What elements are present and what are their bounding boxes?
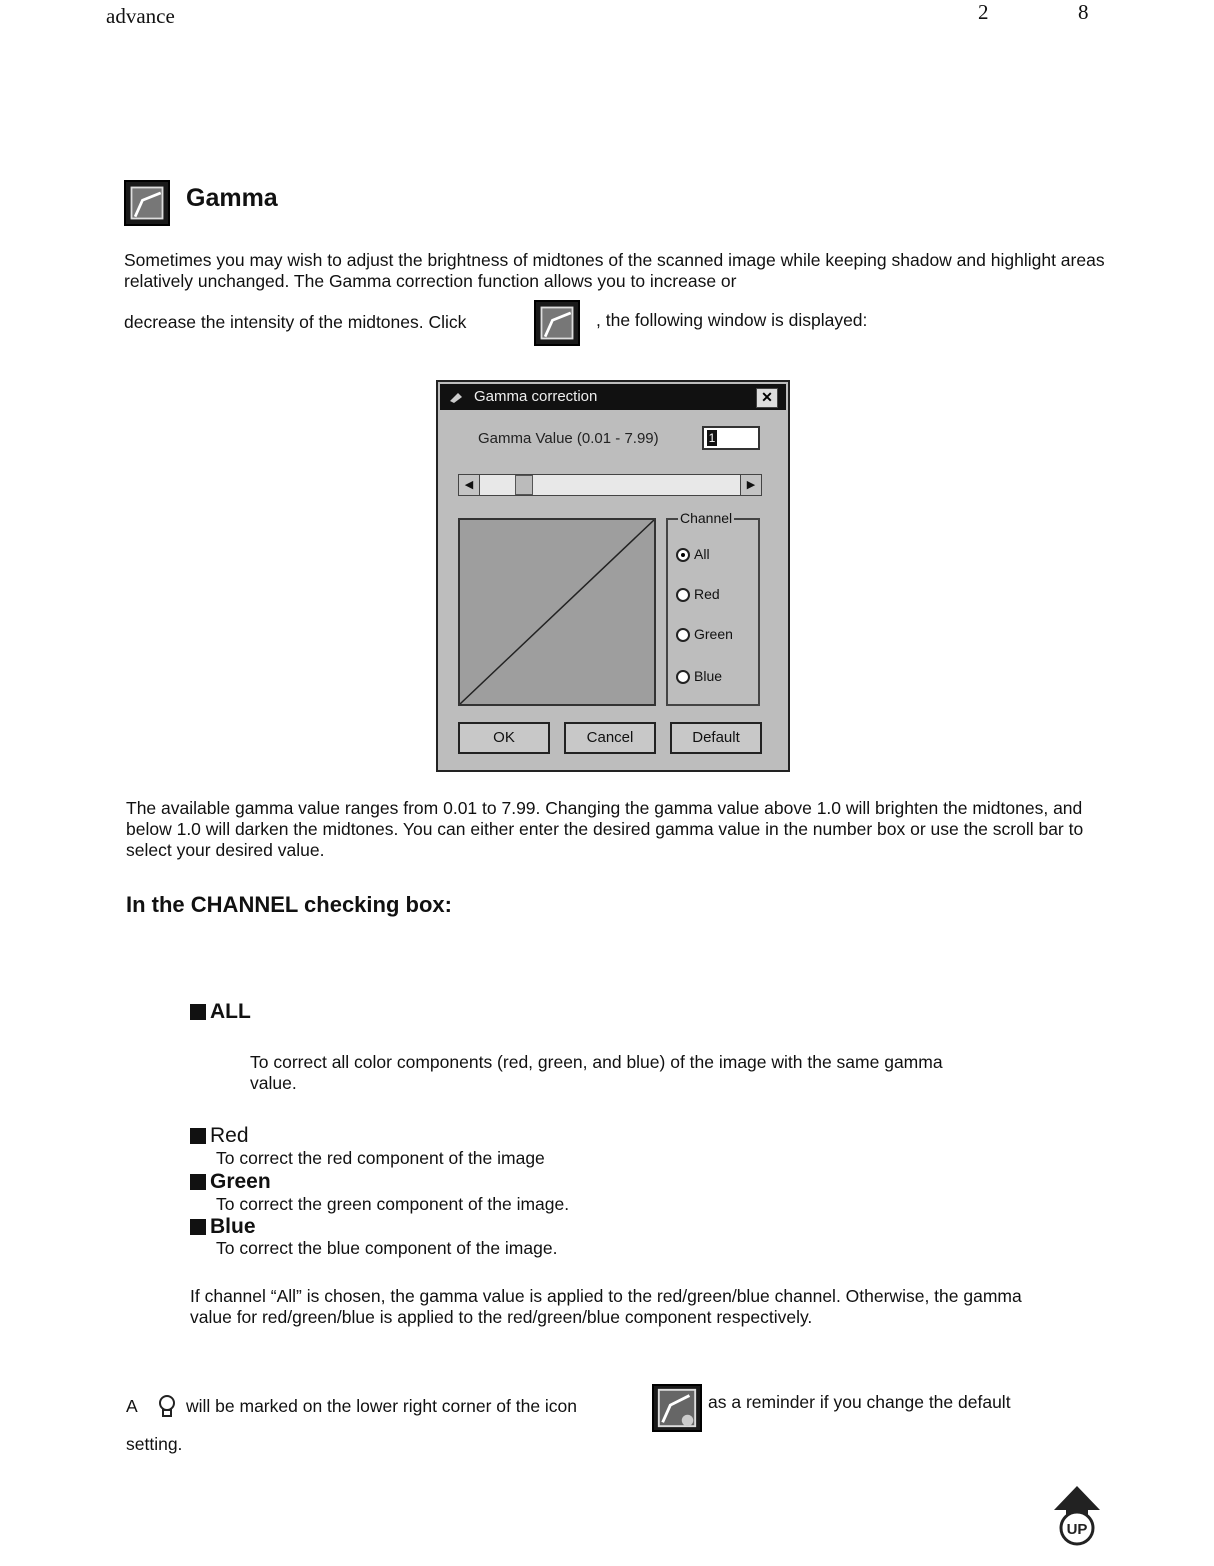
gamma-curve-preview — [458, 518, 656, 706]
intro-line2: decrease the intensity of the midtones. Click — [124, 312, 467, 332]
close-button[interactable]: ✕ — [756, 388, 778, 408]
cancel-button[interactable]: Cancel — [564, 722, 656, 754]
channel-heading: In the CHANNEL checking box: — [126, 892, 452, 917]
channel-all-text: To correct all color components (red, green, and blue) of the image with the same gamma value. — [250, 1052, 943, 1093]
channel-green-title: Green — [190, 1170, 271, 1194]
page-number-part: 8 — [1078, 0, 1089, 24]
scroll-left-button[interactable]: ◀ — [459, 475, 480, 495]
reminder-a: A — [126, 1396, 138, 1416]
dialog-title: Gamma correction — [474, 388, 598, 405]
gamma-range-description: The available gamma value ranges from 0.01 to 7.99. Changing the gamma value above 1.0 will brighten the midtones, and below 1.0 will darken the midtones. You can either enter the desired gamma value in the number box or use the scroll bar to select your desired value. — [126, 798, 1084, 860]
channel-red-title: Red — [190, 1124, 249, 1148]
radio-blue[interactable]: Blue — [676, 668, 722, 684]
channel-blue-title: Blue — [190, 1215, 256, 1239]
ok-button[interactable]: OK — [458, 722, 550, 754]
gamma-modified-icon — [652, 1384, 702, 1432]
bullet-icon — [190, 1128, 206, 1144]
bullet-icon — [190, 1004, 206, 1020]
page-number-part: 2 — [978, 0, 989, 24]
up-arrow-icon[interactable] — [1050, 1484, 1104, 1546]
gamma-icon[interactable] — [534, 300, 580, 346]
gamma-scrollbar[interactable] — [458, 474, 762, 496]
channel-red-text: To correct the red component of the image — [216, 1148, 545, 1168]
channel-note: If channel “All” is chosen, the gamma value is applied to the red/green/blue channel. Otherwise, the gamma value for red/green/blue is applied to the red/green/blue component respectively. — [190, 1286, 1022, 1327]
lightbulb-icon — [156, 1394, 178, 1420]
gamma-icon — [124, 180, 170, 226]
gamma-value-label: Gamma Value (0.01 - 7.99) — [478, 430, 659, 447]
header-title: advance — [106, 4, 175, 28]
radio-all[interactable]: All — [676, 546, 710, 562]
scanner-icon — [448, 389, 466, 405]
bullet-icon — [190, 1174, 206, 1190]
reminder-middle: will be marked on the lower right corner of the icon — [186, 1396, 578, 1416]
scroll-thumb[interactable] — [515, 475, 533, 495]
gamma-dialog — [436, 380, 790, 772]
section-title: Gamma — [186, 184, 278, 212]
radio-green[interactable]: Green — [676, 626, 733, 642]
radio-red[interactable]: Red — [676, 586, 720, 602]
reminder-last: setting. — [126, 1434, 183, 1454]
dialog-titlebar — [440, 384, 786, 410]
channel-green-text: To correct the green component of the image. — [216, 1194, 570, 1214]
bullet-icon — [190, 1219, 206, 1235]
scroll-right-button[interactable]: ▶ — [740, 475, 761, 495]
intro-paragraph: Sometimes you may wish to adjust the brightness of midtones of the scanned image while keeping shadow and highlight areas relatively unchanged. The Gamma correction function allows you to increase or — [124, 250, 1105, 291]
channel-group — [666, 510, 760, 706]
gamma-value-input[interactable]: 1 — [702, 426, 760, 450]
svg-text:UP: UP — [1066, 1521, 1088, 1538]
reminder-end: as a reminder if you change the default — [708, 1392, 1011, 1412]
channel-all-title: ALL — [190, 1000, 251, 1024]
intro-line3: , the following window is displayed: — [596, 310, 868, 330]
channel-blue-text: To correct the blue component of the image. — [216, 1238, 558, 1258]
channel-label: Channel — [680, 510, 733, 526]
default-button[interactable]: Default — [670, 722, 762, 754]
